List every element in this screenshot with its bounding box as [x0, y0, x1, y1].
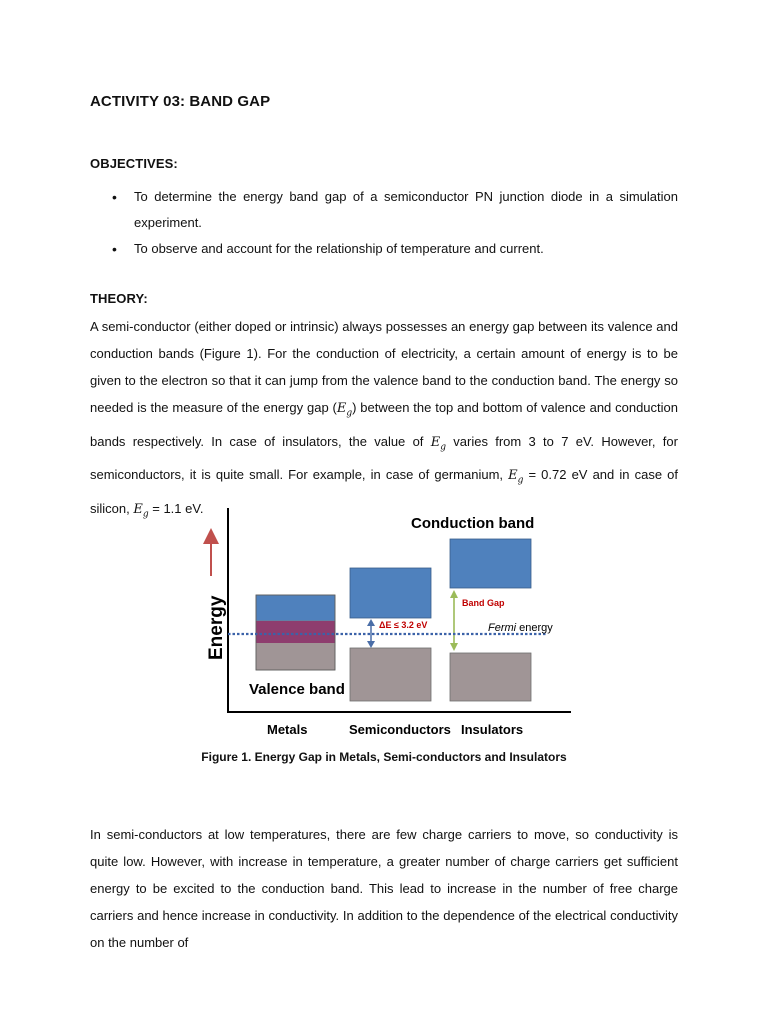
text-segment: A semi-conductor (either doped or intrinsic) always possesses an energy gap between its valence and conduction bands (Figure 1). For the conduction of electricity, a certain amount of energy is to be given to the electron so that it can jump from the valence band to the conduction band. The energy so needed is the measure of the energy gap ( — [90, 319, 678, 415]
eg-symbol: $E_g$ — [430, 434, 446, 453]
arrowhead — [367, 641, 375, 648]
category-label-semiconductors: Semiconductors — [349, 722, 451, 737]
band-gap-figure — [195, 498, 580, 743]
insulators-conduction-band — [450, 539, 531, 588]
eg-symbol: $E_g$ — [133, 501, 149, 520]
text-segment: = 1.1 eV. — [148, 500, 204, 516]
category-label-metals: Metals — [267, 722, 308, 737]
theory-paragraph-1 — [90, 313, 678, 528]
figure-caption: Figure 1. Energy Gap in Metals, Semi-conductors and Insulators — [201, 750, 567, 764]
arrowhead — [450, 643, 458, 651]
theory-heading: THEORY: — [90, 291, 148, 306]
objectives-heading: OBJECTIVES: — [90, 156, 178, 171]
theory-paragraph-2: In semi-conductors at low temperatures, there are few charge carriers to move, so conductivity is quite low. However, with increase in temperature, a greater number of charge carriers get sufficient energy to be excited to the conduction band. This lead to increase in the number of free charge carriers and hence increase in conductivity. In addition to the dependence of the electrical conductivity on the number of — [90, 827, 678, 950]
text-segment: varies from 3 to 7 eV. However, for semiconductors, it is quite small. For example, in case of germanium, — [90, 433, 678, 483]
semiconductors-conduction-band — [350, 568, 431, 618]
band-gap-label: Band Gap — [462, 598, 505, 608]
objectives-list — [90, 184, 678, 262]
semiconductors-valence-band — [350, 648, 431, 701]
valence-band-label: Valence band — [249, 681, 345, 698]
fermi-energy-label: Fermi energy — [488, 622, 553, 634]
category-label-insulators: Insulators — [461, 722, 524, 737]
objective-item: • To observe and account for the relationship of temperature and current. — [90, 236, 678, 262]
metals-band-overlap — [256, 621, 335, 643]
eg-symbol: $E_g$ — [336, 401, 353, 419]
page-title: ACTIVITY 03: BAND GAP — [90, 93, 271, 110]
delta-e-label: ΔE ≤ 3.2 eV — [379, 620, 428, 630]
text-segment: = 0.72 eV and in case of silicon, — [90, 467, 678, 516]
arrowhead — [367, 619, 375, 626]
text-segment: ) between the top and bottom of valence and conduction bands respectively. In case of insulators, the value of — [90, 400, 678, 449]
y-axis-label: Energy — [206, 595, 227, 660]
objective-item: • To determine the energy band gap of a semiconductor PN junction diode in a simulation experiment. — [90, 184, 678, 236]
conduction-band-label: Conduction band — [411, 515, 535, 532]
eg-symbol: $E_g$ — [508, 468, 524, 486]
insulators-valence-band — [450, 653, 531, 701]
arrowhead — [450, 590, 458, 598]
